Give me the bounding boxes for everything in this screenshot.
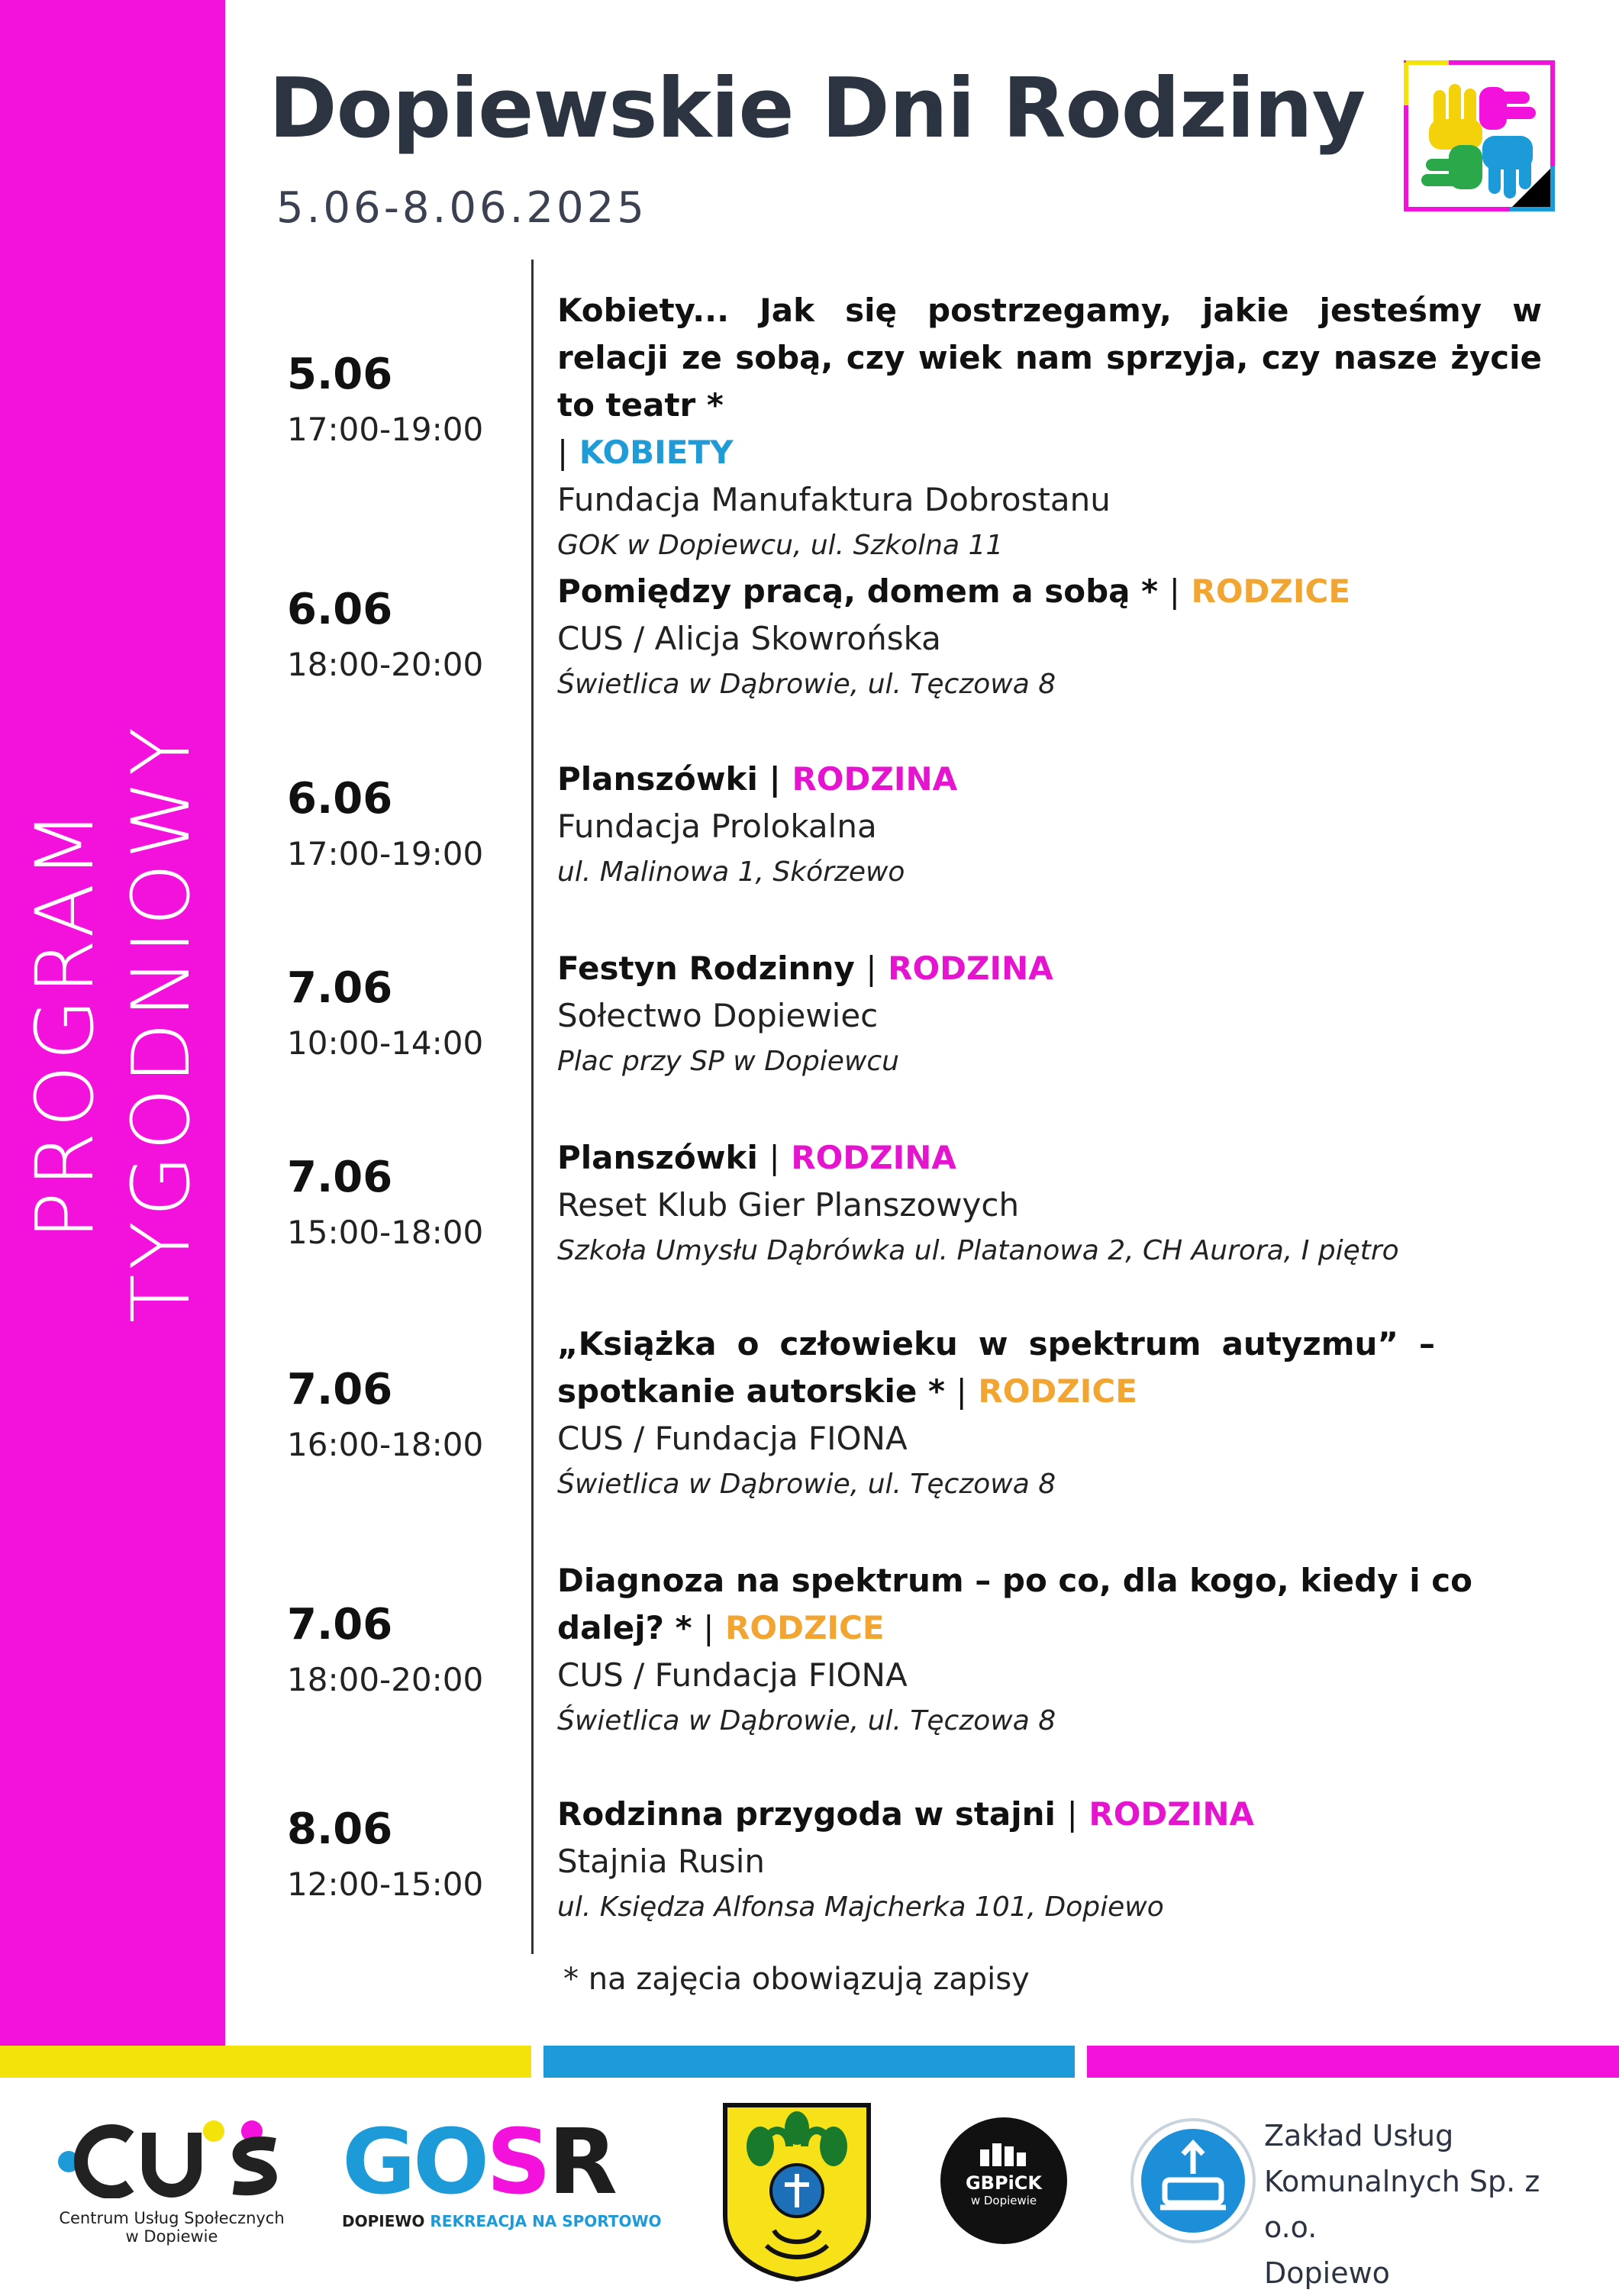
event-place: GOK w Dopiewcu, ul. Szkolna 11 bbox=[557, 530, 1004, 561]
event-time: 15:00-18:00 bbox=[287, 1214, 484, 1251]
event-title-line bbox=[557, 1134, 1542, 1182]
gosir-tag-a: DOPIEWO bbox=[342, 2212, 425, 2230]
event-place: ul. Malinowa 1, Skórzewo bbox=[557, 856, 905, 888]
event-content bbox=[557, 1557, 1542, 1743]
event-organizer: Fundacja Prolokalna bbox=[557, 808, 877, 845]
gosir-tag-b: REKREACJA NA SPORTOWO bbox=[430, 2212, 662, 2230]
cus-caption-line2: w Dopiewie bbox=[125, 2227, 218, 2246]
event-title-line bbox=[557, 1557, 1496, 1652]
event-time: 18:00-20:00 bbox=[287, 646, 484, 683]
event-category: RODZINA bbox=[888, 950, 1053, 987]
event-separator: | bbox=[866, 950, 877, 987]
event-separator: | bbox=[769, 1139, 780, 1176]
event-time: 17:00-19:00 bbox=[287, 835, 484, 872]
event-content bbox=[557, 1134, 1542, 1273]
event-separator: | bbox=[557, 434, 569, 471]
timeline-divider bbox=[531, 260, 534, 1954]
event-date: 6.06 bbox=[287, 774, 393, 824]
zuk-emblem-icon bbox=[1130, 2117, 1256, 2244]
event-place: ul. Księdza Alfonsa Majcherka 101, Dopiewo bbox=[557, 1891, 1164, 1923]
color-bar-blue bbox=[543, 2046, 1075, 2078]
event-time: 10:00-14:00 bbox=[287, 1024, 484, 1062]
event-organizer: Sołectwo Dopiewiec bbox=[557, 997, 879, 1034]
event-organizer: Fundacja Manufaktura Dobrostanu bbox=[557, 481, 1111, 518]
cus-logo bbox=[53, 2114, 290, 2259]
event-separator: | bbox=[1169, 572, 1180, 610]
coat-of-arms-icon bbox=[721, 2101, 873, 2282]
event-content bbox=[557, 568, 1542, 707]
color-bar-magenta bbox=[1087, 2046, 1619, 2078]
event-place: Świetlica w Dąbrowie, ul. Tęczowa 8 bbox=[557, 1469, 1056, 1500]
event-category: RODZICE bbox=[1191, 572, 1351, 610]
zuk-line3: Dopiewo bbox=[1264, 2256, 1390, 2290]
event-title: Kobiety... Jak się postrzegamy, jakie jesteśmy w relacji ze sobą, czy wiek nam sprzyja, czy nasze życie to teatr * bbox=[557, 292, 1542, 424]
event-title-line bbox=[557, 1791, 1542, 1838]
gbpick-logo bbox=[940, 2117, 1067, 2244]
event-time: 18:00-20:00 bbox=[287, 1661, 484, 1698]
event-date: 5.06 bbox=[287, 350, 393, 399]
event-title: Diagnoza na spektrum – po co, dla kogo, kiedy i co dalej? * bbox=[557, 1562, 1472, 1646]
sidebar-line-program: PROGRAM bbox=[18, 805, 111, 1240]
event-category: RODZINA bbox=[792, 760, 958, 798]
event-separator: | bbox=[1066, 1795, 1078, 1833]
event-title-line bbox=[557, 756, 1542, 803]
event-content bbox=[557, 756, 1542, 895]
event-time: 16:00-18:00 bbox=[287, 1426, 484, 1463]
event-date: 7.06 bbox=[287, 1153, 393, 1202]
event-title: „Książka o człowieku w spektrum autyzmu” – spotkanie autorskie * bbox=[557, 1325, 1435, 1410]
zuk-logo bbox=[1130, 2113, 1595, 2290]
event-organizer: CUS / Fundacja FIONA bbox=[557, 1656, 908, 1694]
event-place: Plac przy SP w Dopiewcu bbox=[557, 1046, 899, 1077]
cus-logo-mark-icon bbox=[53, 2114, 290, 2198]
event-organizer: Stajnia Rusin bbox=[557, 1843, 765, 1880]
event-title: Festyn Rodzinny bbox=[557, 950, 855, 987]
event-content bbox=[557, 287, 1542, 568]
event-category: RODZINA bbox=[791, 1139, 956, 1176]
registration-footnote: * na zajęcia obowiązują zapisy bbox=[563, 1962, 1030, 1997]
date-range: 5.06-8.06.2025 bbox=[276, 183, 647, 233]
event-date: 7.06 bbox=[287, 963, 393, 1013]
event-date: 6.06 bbox=[287, 585, 393, 634]
event-title: Pomiędzy pracą, domem a sobą * bbox=[557, 572, 1159, 610]
event-category: RODZICE bbox=[978, 1372, 1137, 1410]
gosir-tagline bbox=[342, 2212, 662, 2230]
event-title-line bbox=[557, 287, 1542, 476]
event-separator: | bbox=[703, 1609, 714, 1646]
event-title-line bbox=[557, 945, 1542, 992]
sidebar-band bbox=[0, 0, 225, 2046]
cus-caption-line1: Centrum Usług Społecznych bbox=[59, 2209, 285, 2227]
gosir-logo bbox=[342, 2109, 662, 2246]
event-separator: | bbox=[769, 760, 781, 798]
event-place: Świetlica w Dąbrowie, ul. Tęczowa 8 bbox=[557, 669, 1056, 700]
zuk-line1: Zakład Usług bbox=[1264, 2119, 1454, 2152]
gosir-wordmark: GOSR bbox=[342, 2109, 615, 2214]
event-category: RODZICE bbox=[725, 1609, 885, 1646]
event-date: 7.06 bbox=[287, 1600, 393, 1649]
event-organizer: Reset Klub Gier Planszowych bbox=[557, 1186, 1020, 1224]
page-title: Dopiewskie Dni Rodziny bbox=[269, 61, 1366, 156]
four-hands-logo-icon bbox=[1403, 60, 1556, 212]
event-title-line bbox=[557, 568, 1542, 615]
sidebar-vertical-text bbox=[14, 489, 212, 1557]
sidebar-line-tygodniowy: TYGODNIOWY bbox=[114, 722, 208, 1324]
event-date: 7.06 bbox=[287, 1365, 393, 1414]
book-stack-icon bbox=[977, 2139, 1030, 2169]
event-content bbox=[557, 1321, 1542, 1507]
event-title: Planszówki bbox=[557, 760, 758, 798]
event-date: 8.06 bbox=[287, 1804, 393, 1854]
gbpick-sub: w Dopiewie bbox=[970, 2194, 1037, 2207]
event-title: Planszówki bbox=[557, 1139, 758, 1176]
event-organizer: CUS / Fundacja FIONA bbox=[557, 1420, 908, 1457]
event-place: Świetlica w Dąbrowie, ul. Tęczowa 8 bbox=[557, 1705, 1056, 1737]
event-separator: | bbox=[956, 1372, 967, 1410]
event-category: RODZINA bbox=[1088, 1795, 1255, 1833]
event-time: 17:00-19:00 bbox=[287, 411, 484, 448]
event-organizer: CUS / Alicja Skowrońska bbox=[557, 620, 941, 657]
event-time: 12:00-15:00 bbox=[287, 1866, 484, 1903]
zuk-text bbox=[1264, 2113, 1595, 2296]
zuk-line2: Komunalnych Sp. z o.o. bbox=[1264, 2165, 1540, 2244]
event-title: Rodzinna przygoda w stajni bbox=[557, 1795, 1056, 1833]
event-category: KOBIETY bbox=[579, 434, 734, 471]
event-title-line bbox=[557, 1321, 1435, 1415]
event-place: Szkoła Umysłu Dąbrówka ul. Platanowa 2, CH Aurora, I piętro bbox=[557, 1235, 1399, 1266]
event-content bbox=[557, 945, 1542, 1084]
color-bar-yellow bbox=[0, 2046, 531, 2078]
gbpick-name: GBPiCK bbox=[965, 2172, 1043, 2194]
event-content bbox=[557, 1791, 1542, 1930]
